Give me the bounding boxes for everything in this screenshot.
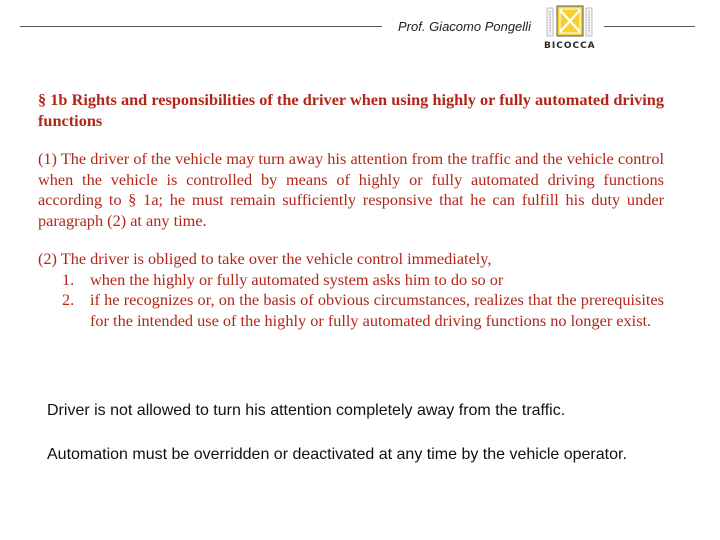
list-item-number: 2. <box>62 290 75 309</box>
note-text: Automation must be overridden or deactivated at any time by the vehicle operator. <box>47 446 627 463</box>
university-logo-icon <box>544 4 594 52</box>
list-item-number: 1. <box>62 269 75 289</box>
logo-word: BICOCCA <box>544 41 596 51</box>
header-rule-left <box>20 26 382 27</box>
logo-emblem <box>544 4 594 42</box>
list-item <box>62 269 664 291</box>
excerpt-paragraph-2-intro: (2) The driver is obliged to take over the vehicle control immediately, <box>38 249 492 268</box>
header-rule-right <box>604 26 695 27</box>
law-excerpt <box>38 90 664 331</box>
author-name: Prof. Giacomo Pongelli <box>398 19 531 34</box>
list-item <box>62 290 664 331</box>
excerpt-heading: § 1b Rights and responsibilities of the driver when using highly or fully automated driving functions <box>38 90 664 130</box>
excerpt-list <box>38 270 664 332</box>
list-item-text: if he recognizes or, on the basis of obvious circumstances, realizes that the prerequisites for the intended use of the highly or fully automated driving functions no longer exist. <box>90 290 664 330</box>
excerpt-paragraph-1: (1) The driver of the vehicle may turn away his attention from the traffic and the vehicle control when the vehicle is controlled by means of highly or fully automated driving functions according to § 1a; he must remain sufficiently responsive that he can fulfill his duty under paragraph (2) at any time. <box>38 149 664 230</box>
list-item-text: when the highly or fully automated system asks him to do so or <box>90 269 504 289</box>
note-text: Driver is not allowed to turn his attention completely away from the traffic. <box>47 402 566 419</box>
